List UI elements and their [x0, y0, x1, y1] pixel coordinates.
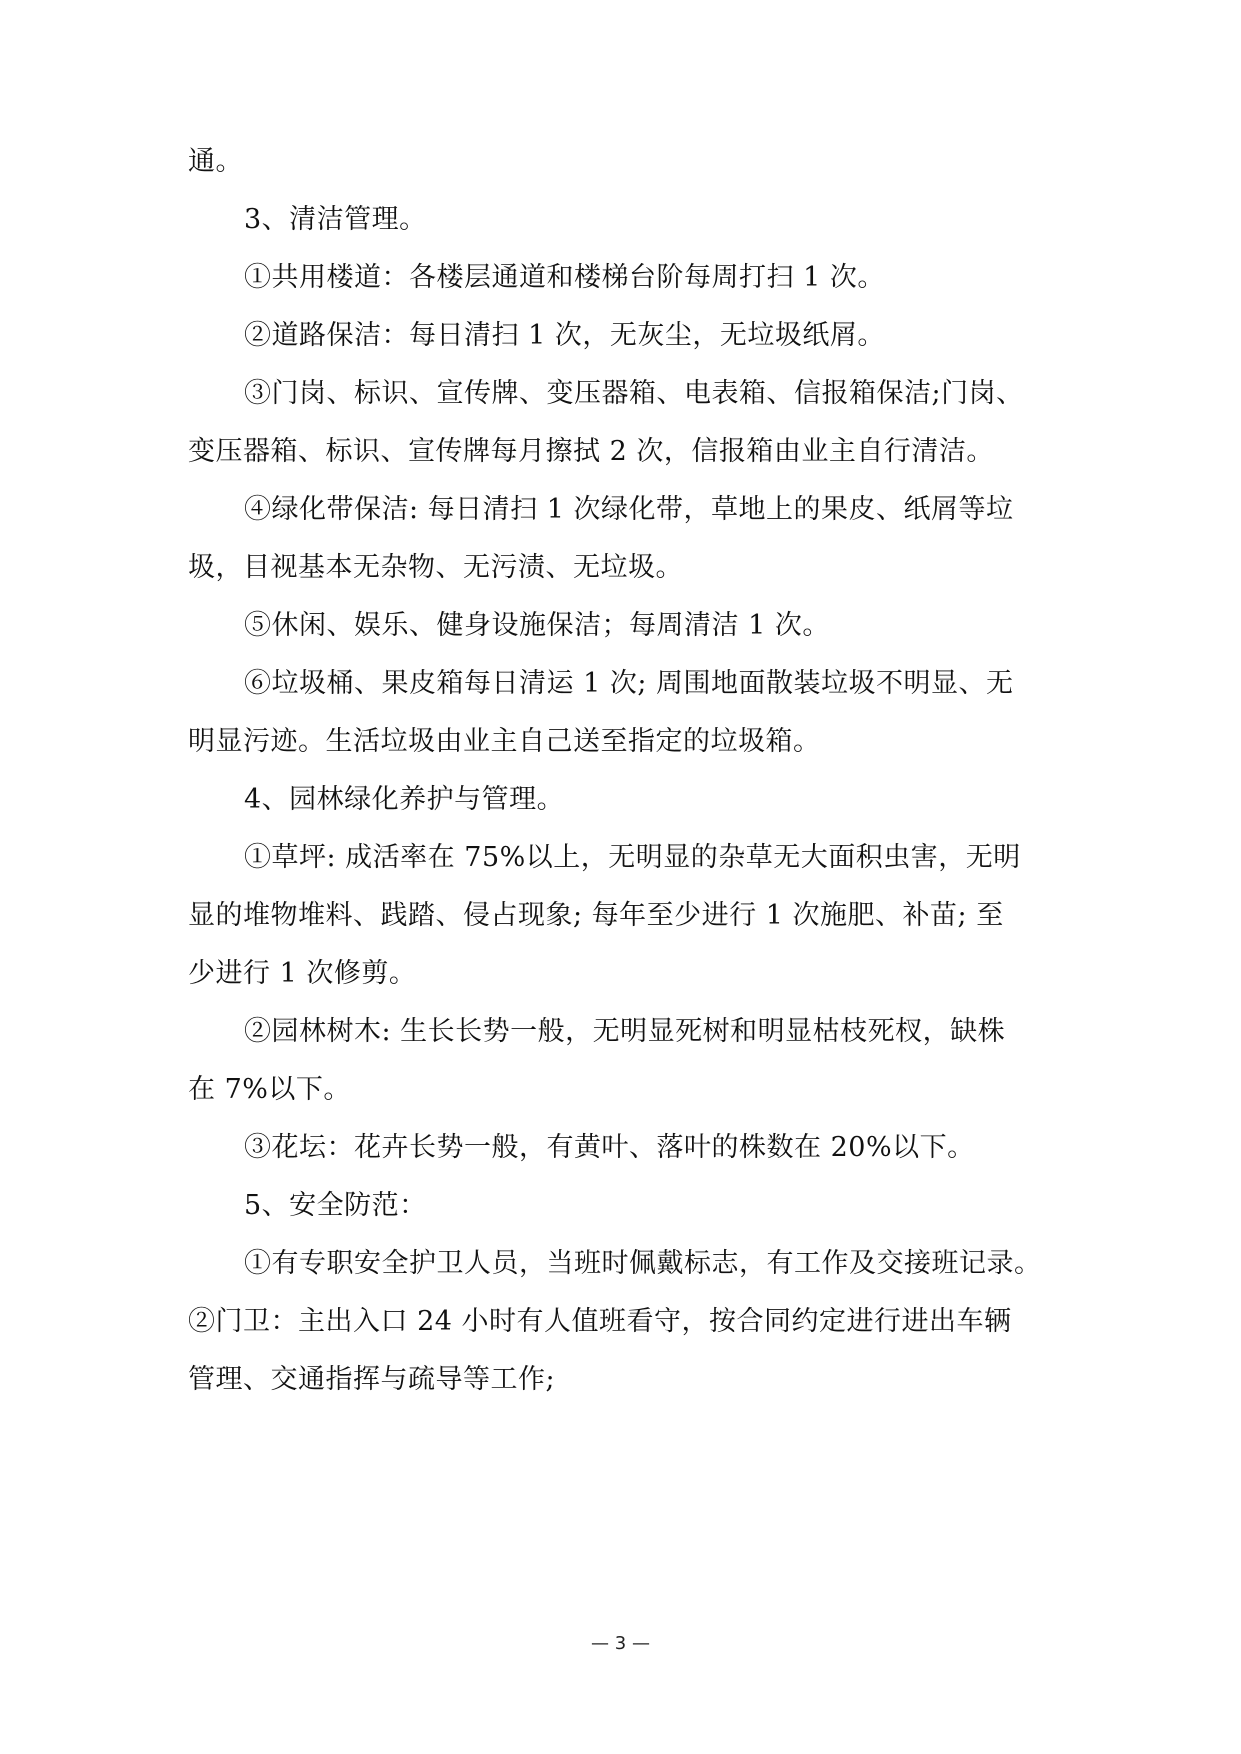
text-line: ⑥垃圾桶、果皮箱每日清运 1 次; 周围地面散装垃圾不明显、无	[244, 668, 1014, 699]
text-line: 显的堆物堆料、践踏、侵占现象; 每年至少进行 1 次施肥、补苗; 至	[188, 900, 1004, 931]
text-line: 在 7%以下。	[188, 1074, 351, 1105]
text-line: ①草坪: 成活率在 75%以上，无明显的杂草无大面积虫害，无明	[244, 842, 1021, 873]
section-heading: 4、园林绿化养护与管理。	[244, 784, 565, 815]
text-line: ③门岗、标识、宣传牌、变压器箱、电表箱、信报箱保洁;门岗、	[244, 378, 1024, 409]
page-number: — 3 —	[591, 1633, 650, 1654]
text-line: 通。	[188, 146, 243, 177]
section-heading: 5、安全防范：	[244, 1190, 427, 1221]
text-line: 少进行 1 次修剪。	[188, 958, 417, 989]
text-line: ⑤休闲、娱乐、健身设施保洁；每周清洁 1 次。	[244, 610, 830, 641]
text-line: ③花坛：花卉长势一般，有黄叶、落叶的株数在 20%以下。	[244, 1132, 975, 1163]
text-line: ①有专职安全护卫人员，当班时佩戴标志，有工作及交接班记录。	[244, 1248, 1042, 1279]
text-line: ②道路保洁：每日清扫 1 次，无灰尘，无垃圾纸屑。	[244, 320, 885, 351]
text-line: ②园林树木: 生长长势一般，无明显死树和明显枯枝死杈，缺株	[244, 1016, 1006, 1047]
text-line: ①共用楼道：各楼层通道和楼梯台阶每周打扫 1 次。	[244, 262, 885, 293]
text-line: ④绿化带保洁: 每日清扫 1 次绿化带，草地上的果皮、纸屑等垃	[244, 494, 1014, 525]
section-heading: 3、清洁管理。	[244, 204, 427, 235]
text-line: 管理、交通指挥与疏导等工作;	[188, 1364, 556, 1395]
text-line: 圾，目视基本无杂物、无污渍、无垃圾。	[188, 552, 683, 583]
text-line: ②门卫：主出入口 24 小时有人值班看守，按合同约定进行进出车辆	[188, 1306, 1012, 1337]
text-line: 变压器箱、标识、宣传牌每月擦拭 2 次，信报箱由业主自行清洁。	[188, 436, 994, 467]
text-line: 明显污迹。生活垃圾由业主自己送至指定的垃圾箱。	[188, 726, 821, 757]
